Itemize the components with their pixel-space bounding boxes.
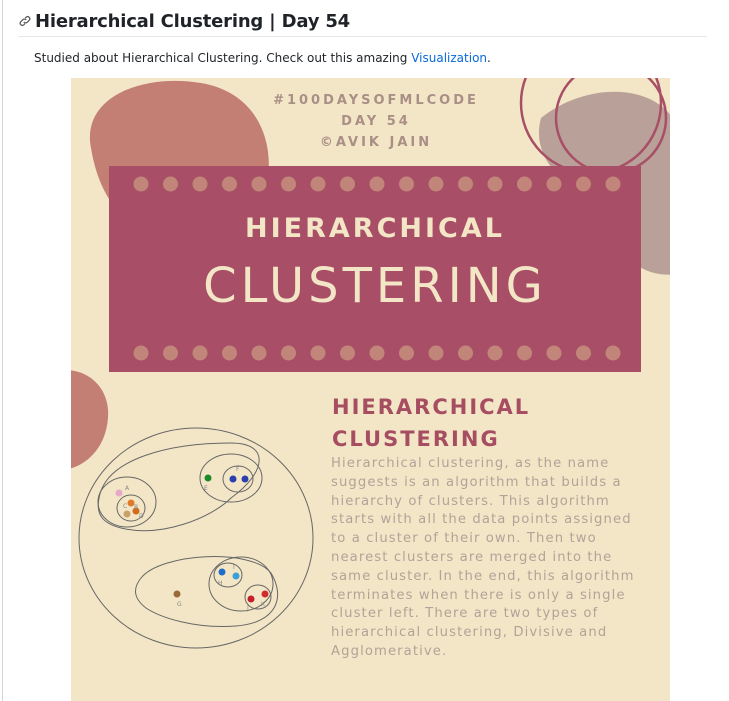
banner-dot	[370, 346, 385, 361]
banner-dot	[340, 346, 355, 361]
banner-dot	[517, 177, 532, 192]
banner-dot	[311, 346, 326, 361]
link-icon[interactable]	[18, 14, 32, 28]
banner-dot	[576, 346, 591, 361]
point-k	[262, 591, 269, 598]
banner-dot	[399, 177, 414, 192]
point-f1	[230, 476, 237, 483]
page-title: Hierarchical Clustering | Day 54	[35, 10, 351, 32]
banner-dot	[429, 346, 444, 361]
point-a	[116, 490, 123, 497]
banner-dot	[606, 346, 621, 361]
banner-dot	[134, 177, 149, 192]
banner-dot	[370, 177, 385, 192]
point-h	[219, 569, 226, 576]
banner-dot	[163, 177, 178, 192]
point-g	[174, 591, 181, 598]
section-heading	[18, 6, 707, 37]
label-d: D	[139, 513, 144, 520]
data-points	[116, 475, 269, 603]
banner-dot	[281, 346, 296, 361]
label-j: J	[247, 605, 249, 612]
outer-cluster	[79, 428, 313, 648]
page-left-border	[2, 0, 3, 701]
banner-dot	[340, 177, 355, 192]
label-f: F	[236, 466, 240, 473]
banner-dot	[458, 177, 473, 192]
label-b: B	[134, 504, 139, 511]
banner-dot	[576, 177, 591, 192]
banner-dot	[193, 346, 208, 361]
banner-dot	[458, 346, 473, 361]
label-a: A	[125, 485, 130, 492]
banner-dot	[222, 346, 237, 361]
banner-dot	[222, 177, 237, 192]
banner-dot	[281, 177, 296, 192]
banner-title-line1: HIERARCHICAL	[245, 213, 505, 244]
banner-dot	[547, 177, 562, 192]
poster-day: DAY 54	[341, 114, 411, 129]
banner-dot	[252, 177, 267, 192]
label-i: I	[233, 564, 235, 571]
label-c: C	[123, 503, 128, 510]
banner-title-line2: CLUSTERING	[203, 258, 547, 314]
banner-dot	[517, 346, 532, 361]
banner-dot	[311, 177, 326, 192]
intro-end: .	[487, 51, 491, 65]
intro-text: Studied about Hierarchical Clustering. Check out this amazing	[34, 51, 412, 65]
label-k: K	[261, 601, 265, 608]
banner-dot	[547, 346, 562, 361]
intro-paragraph	[34, 51, 491, 65]
point-b	[124, 511, 131, 518]
day54-poster-image	[71, 78, 670, 701]
point-labels	[123, 466, 266, 612]
poster-body-text: Hierarchical clustering, as the name suggests is an algorithm that builds a hierarchy of clusters. This algorithm starts with all the data points assigned to a cluster of their own. Then two nearest clusters are merged into the same cluster. In the end, this algorithm terminates when there is only a single cluster left. There are two types of hierarchical clustering, Divisive and Agglomerative.	[331, 456, 635, 659]
section-title-line2: CLUSTERING	[332, 427, 500, 451]
point-j	[248, 596, 255, 603]
banner-dot	[399, 346, 414, 361]
banner-dot	[429, 177, 444, 192]
section-title-line1: HIERARCHICAL	[332, 395, 531, 419]
section-title	[332, 391, 530, 455]
banner-dot	[606, 177, 621, 192]
top-cluster	[98, 443, 259, 531]
label-e: E	[204, 485, 208, 492]
banner-dot	[163, 346, 178, 361]
label-h: H	[218, 580, 223, 587]
banner-dot	[252, 346, 267, 361]
banner-dot	[488, 346, 503, 361]
poster-author: ©AVIK JAIN	[319, 135, 433, 150]
banner-dot	[193, 177, 208, 192]
visualization-link[interactable]: Visualization	[411, 51, 488, 65]
banner-dot	[134, 346, 149, 361]
poster-hashtag: #100DAYSOFMLCODE	[273, 93, 479, 108]
label-g: G	[177, 601, 182, 608]
cluster-diagram	[79, 428, 313, 648]
banner-dot	[488, 177, 503, 192]
point-e	[205, 475, 212, 482]
rose-blob-left	[71, 370, 108, 470]
point-i	[233, 573, 240, 580]
bottom-cluster	[136, 557, 278, 627]
point-f2	[242, 476, 249, 483]
